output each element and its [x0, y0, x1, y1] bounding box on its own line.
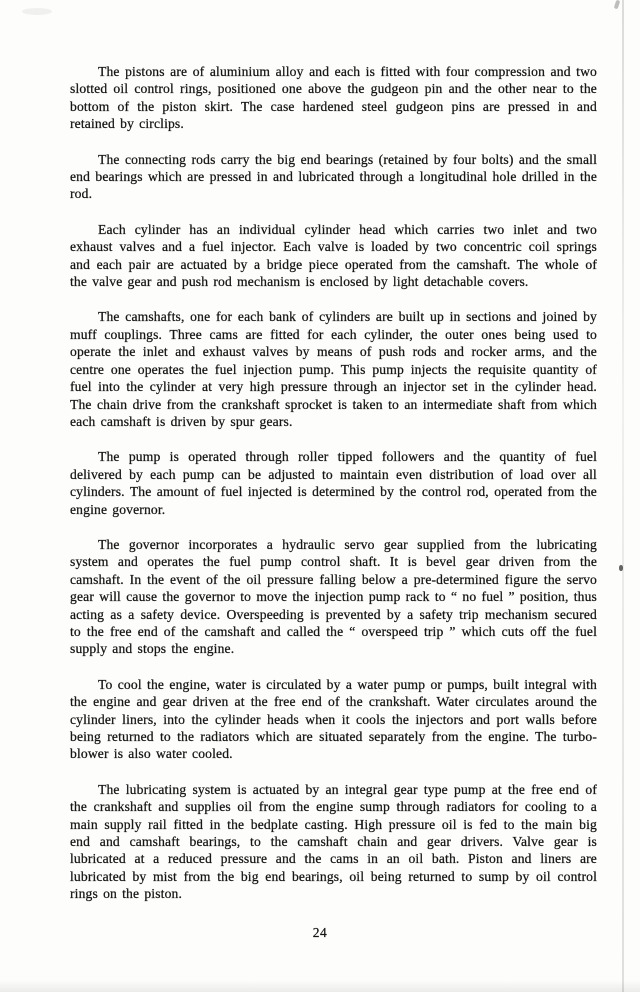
- body-text-block: [70, 63, 597, 921]
- paragraph-camshafts: The camshafts, one for each bank of cylinders are built up in sections and joined by muff couplings. Three cams are fitted for each cylinder, the outer ones being used to operate the inlet and exhaust valves by means of push rods and rocker arms, and the centre one operates the fuel injection pump. This pump injects the requisite quantity of fuel into the cylinder at very high pressure through an injector set in the cylinder head. The chain drive from the crankshaft sprocket is taken to an intermediate shaft from which each camshaft is driven by spur gears.: [70, 309, 597, 429]
- scan-smudge-artifact: [22, 8, 52, 15]
- paragraph-cylinder-heads: Each cylinder has an individual cylinder head which carries two inlet and two exhaust valves and a fuel injector. Each valve is loaded by two concentric coil springs and each pair are actuated by a bridge piece operated from the camshaft. The whole of the valve gear and push rod mechanism is enclosed by light detachable covers.: [70, 221, 597, 290]
- paragraph-lubricating-system: The lubricating system is actuated by an integral gear type pump at the free end of the crankshaft and supplies oil from the engine sump through radiators for cooling to a main supply rail fitted in the bedplate casting. High pressure oil is fed to the main big end and camshaft bearings, to the camshaft chain and gear drivers. Valve gear is lubricated at a reduced pressure and the cams in an oil bath. Piston and liners are lubricated by mist from the big end bearings, oil being returned to sump by oil control rings on the piston.: [70, 781, 597, 902]
- paragraph-connecting-rods: The connecting rods carry the big end bearings (retained by four bolts) and the small end bearings which are pressed in and lubricated through a longitudinal hole drilled in the rod.: [70, 151, 597, 202]
- scan-bottom-shadow-artifact: [0, 980, 640, 992]
- page-number: 24: [312, 925, 328, 940]
- paragraph-governor: The governor incorporates a hydraulic servo gear supplied from the lubricating system and operates the fuel pump control shaft. It is bevel gear driven from the camshaft. In the event of the oil pressure falling below a pre-determined figure the servo gear will cause the governor to move the injection pump rack to “ no fuel ” position, thus acting as a safety device. Overspeeding is prevented by a safety trip mechanism secured to the free end of the camshaft and called the “ overspeed trip ” which cuts off the fuel supply and stops the engine.: [70, 536, 597, 657]
- paragraph-pistons: The pistons are of aluminium alloy and each is fitted with four compression and two slotted oil control rings, positioned one above the gudgeon pin and the other near to the bottom of the piston skirt. The case hardened steel gudgeon pins are pressed in and retained by circlips.: [70, 64, 597, 132]
- scan-corner-mark-artifact: [614, 0, 621, 9]
- scan-edge-line-artifact: [622, 0, 624, 992]
- paragraph-cooling-system: To cool the engine, water is circulated by a water pump or pumps, built integral with the engine and gear driven at the free end of the crankshaft. Water circulates around the cylinder liners, into the cylinder heads when it cools the injectors and port walls before being returned to the radiators which are situated separately from the engine. The turbo-blower is also water cooled.: [70, 676, 597, 762]
- paragraph-fuel-pump: The pump is operated through roller tipped followers and the quantity of fuel delivered by each pump can be adjusted to maintain even distribution of load over all cylinders. The amount of fuel injected is determined by the control rod, operated from the engine governor.: [70, 449, 597, 517]
- scan-speck-artifact: [619, 565, 623, 571]
